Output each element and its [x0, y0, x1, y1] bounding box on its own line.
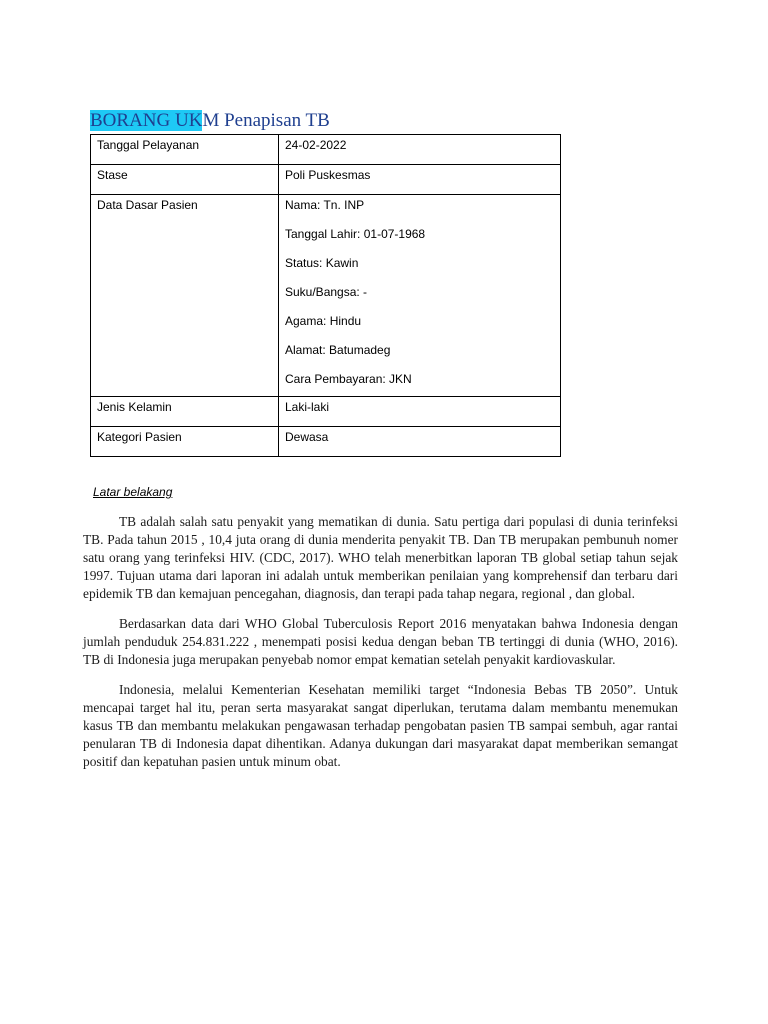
patient-birthdate: Tanggal Lahir: 01-07-1968	[285, 227, 426, 241]
patient-payment: Cara Pembayaran: JKN	[285, 372, 412, 386]
patient-address: Alamat: Batumadeg	[285, 343, 391, 357]
stase-label: Stase	[91, 165, 279, 195]
title-highlighted-text: BORANG UK	[90, 110, 203, 131]
form-row-tanggal	[91, 135, 561, 165]
kategori-value: Dewasa	[279, 427, 561, 457]
tanggal-label: Tanggal Pelayanan	[91, 135, 279, 165]
kategori-label: Kategori Pasien	[91, 427, 279, 457]
paragraph-3: Indonesia, melalui Kementerian Kesehatan memiliki target “Indonesia Bebas TB 2050”. Untuk mencapai target hal itu, peran serta masyarakat sangat diperlukan, terutama dalam membantu menemukan kasus TB dan membantu melakukan pengawasan terhadap pengobatan pasien TB sampai sembuh, agar rantai penularan TB di Indonesia dapat dihentikan. Adanya dukungan dari masyarakat dapat memberikan semangat positif dan kepatuhan pasien untuk minum obat.	[83, 682, 678, 769]
form-row-kategori	[91, 427, 561, 457]
background-text	[83, 513, 678, 783]
document-title	[90, 108, 330, 134]
jenis-kelamin-value: Laki-laki	[279, 397, 561, 427]
stase-value: Poli Puskesmas	[279, 165, 561, 195]
paragraph-2: Berdasarkan data dari WHO Global Tuberculosis Report 2016 menyatakan bahwa Indonesia dengan jumlah penduduk 254.831.222 , menempati posisi kedua dengan beban TB tertinggi di dunia (WHO, 2016). TB di Indonesia juga merupakan penyebab nomor empat kematian setelah penyakit kardiovaskular.	[83, 616, 678, 667]
tanggal-value: 24-02-2022	[279, 135, 561, 165]
paragraph-1: TB adalah salah satu penyakit yang mematikan di dunia. Satu pertiga dari populasi di dunia terinfeksi TB. Pada tahun 2015 , 10,4 juta orang di dunia menderita penyakit TB. Dan TB merupakan pembunuh nomer satu orang yang terinfeksi HIV. (CDC, 2017). WHO telah menerbitkan laporan TB global setiap tahun sejak 1997. Tujuan utama dari laporan ini adalah untuk memberikan penilaian yang komprehensif dan terbaru dari epidemik TB dan kemajuan pencegahan, diagnosis, dan terapi pada tahap negara, regional , dan global.	[83, 514, 678, 601]
form-row-jenis-kelamin	[91, 397, 561, 427]
form-row-stase	[91, 165, 561, 195]
patient-religion: Agama: Hindu	[285, 314, 362, 328]
jenis-kelamin-label: Jenis Kelamin	[91, 397, 279, 427]
patient-name: Nama: Tn. INP	[285, 198, 365, 212]
patient-form-table	[90, 134, 561, 457]
data-dasar-values	[279, 195, 561, 397]
form-row-data-dasar	[91, 195, 561, 397]
data-dasar-label: Data Dasar Pasien	[91, 195, 279, 397]
section-heading: Latar belakang	[93, 485, 173, 499]
title-rest-text: M Penapisan TB	[202, 110, 330, 131]
patient-ethnicity: Suku/Bangsa: -	[285, 285, 368, 299]
patient-status: Status: Kawin	[285, 256, 359, 270]
